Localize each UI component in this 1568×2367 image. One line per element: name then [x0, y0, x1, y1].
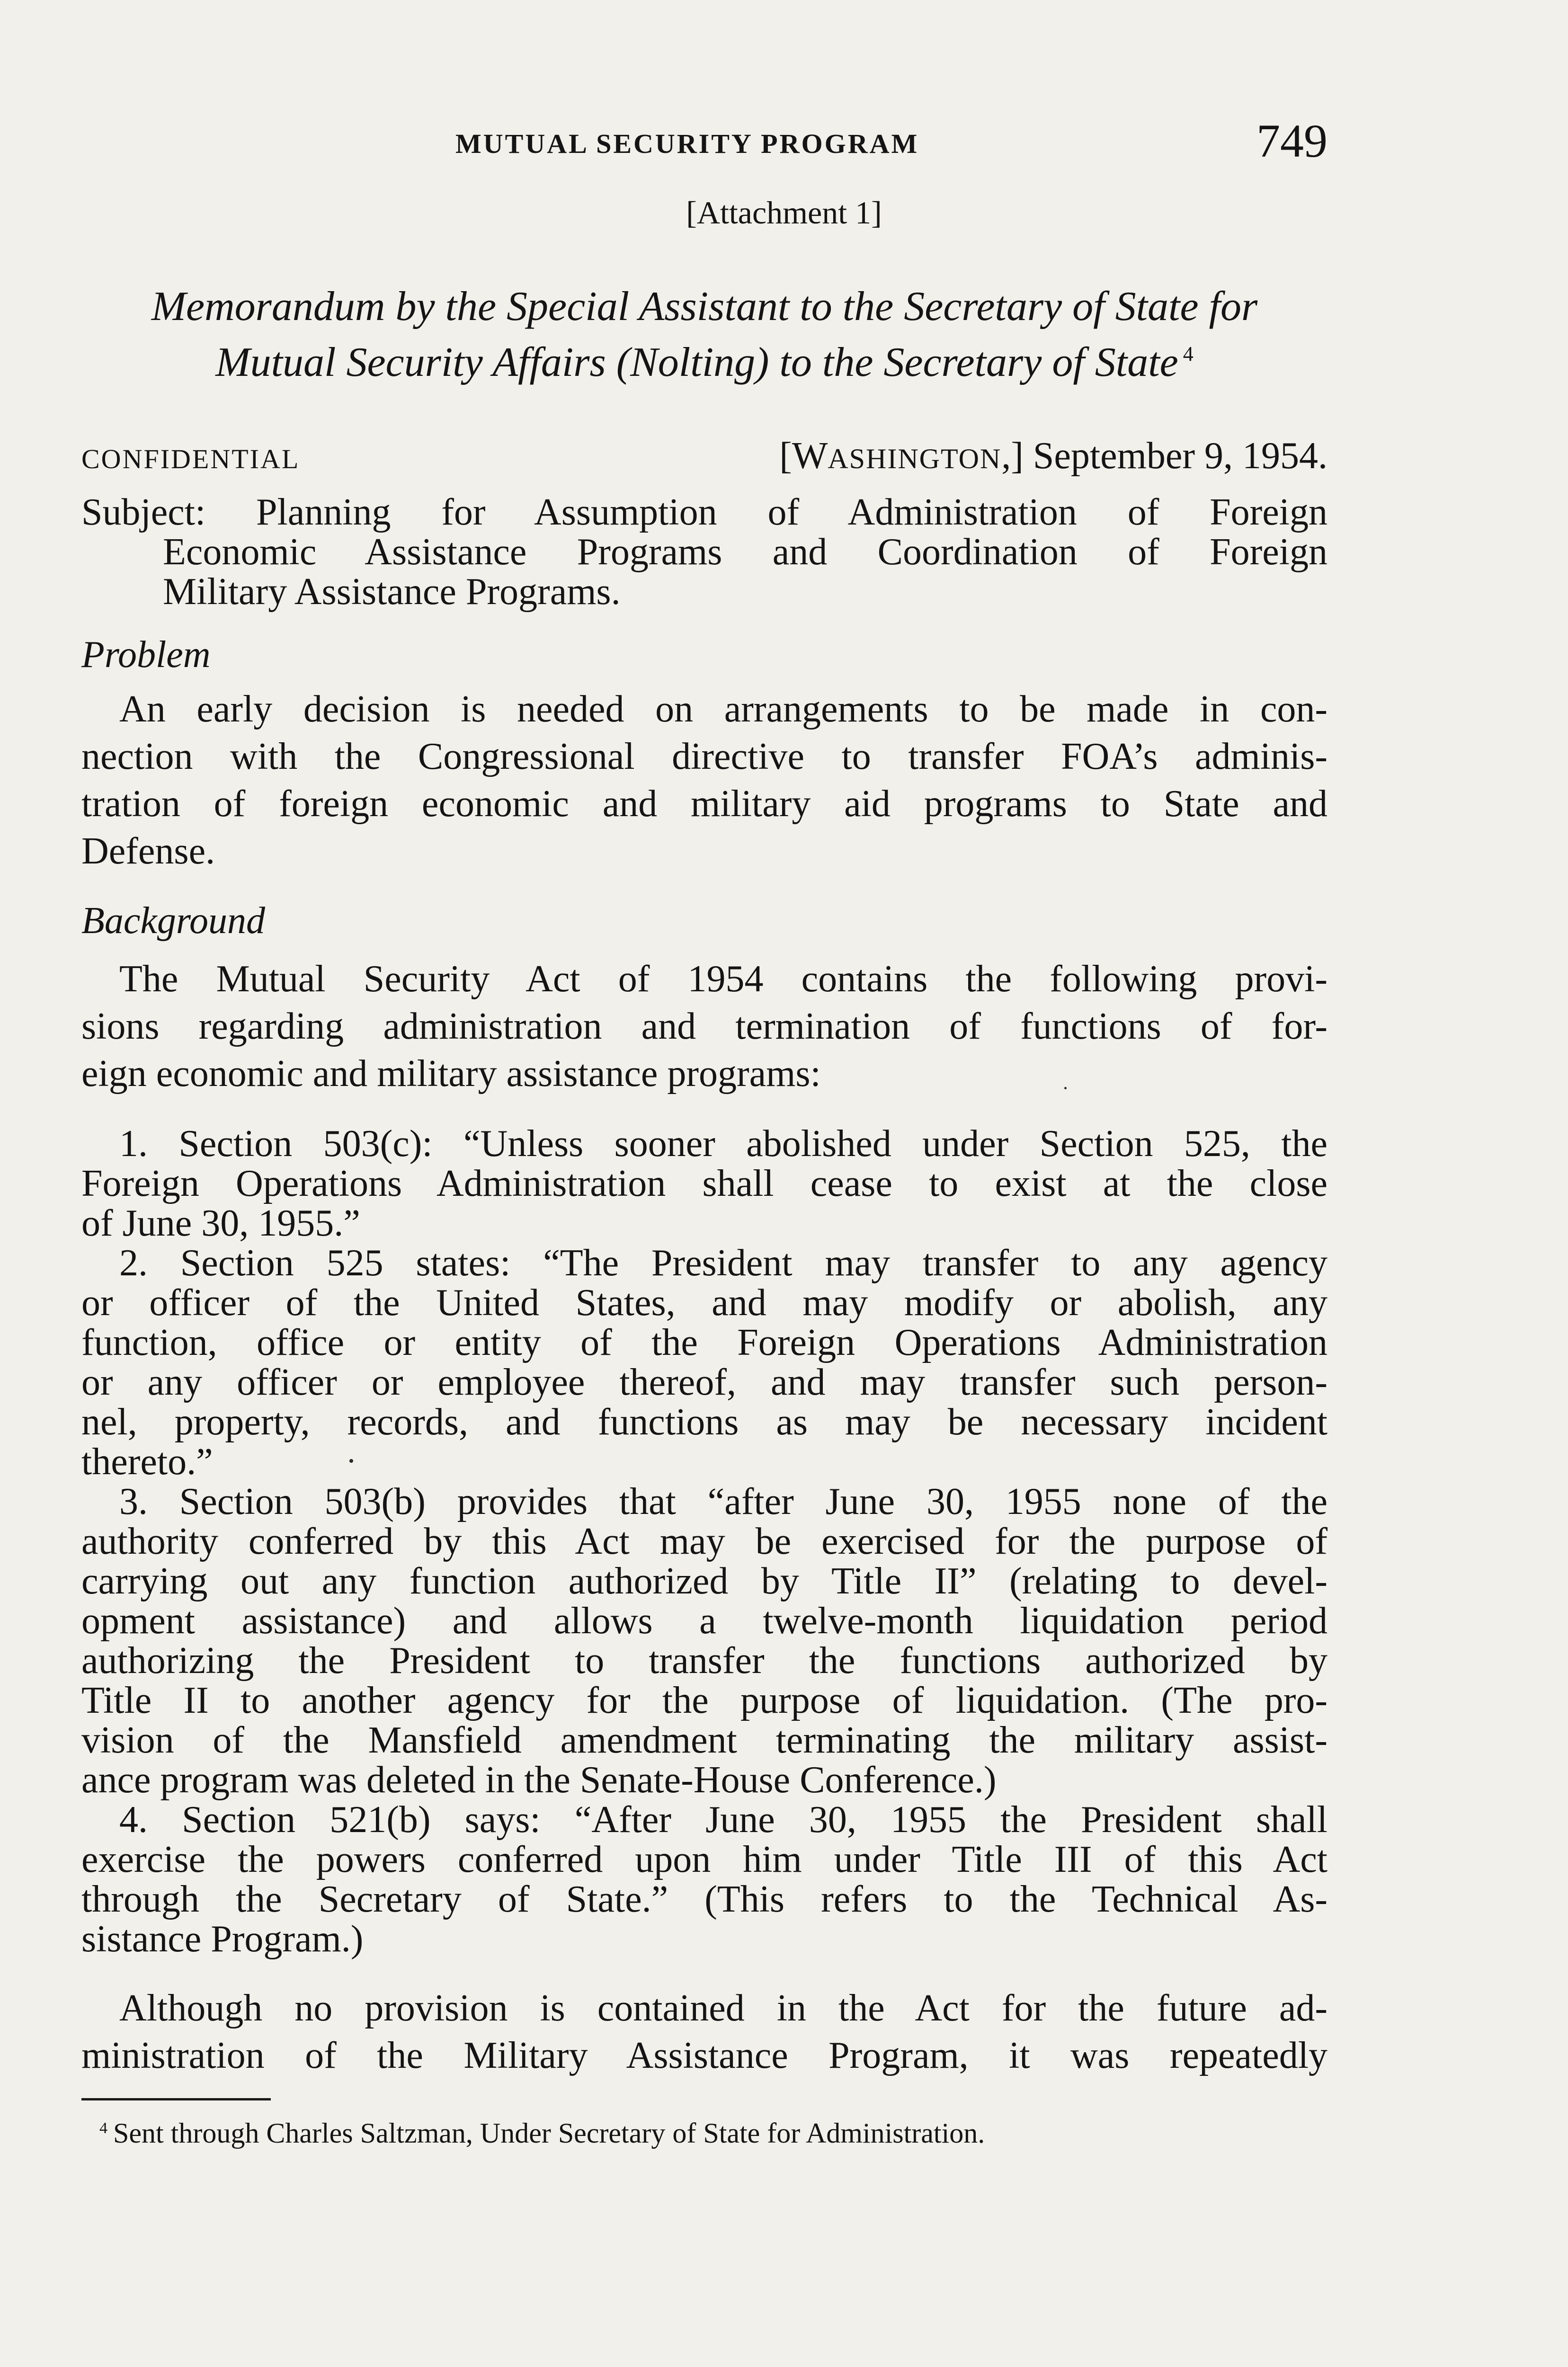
text-line: nection with the Congressional directive to transfer FOA’s adminis- — [81, 736, 1327, 777]
text-line: authority conferred by this Act may be exercised for the purpose of — [81, 1521, 1327, 1562]
place-open: [ — [779, 435, 792, 477]
text-line: carrying out any function authorized by Title II” (relating to devel- — [81, 1560, 1327, 1602]
closing-paragraph — [81, 1984, 1327, 2079]
text-line: ministration of the Military Assistance Program, it was repeatedly — [81, 2035, 1327, 2076]
subject-line-3: Military Assistance Programs. — [163, 571, 621, 613]
text-line: vision of the Mansfield amendment terminating the military assist- — [81, 1719, 1327, 1761]
text-line: tration of foreign economic and military aid programs to State and — [81, 783, 1327, 825]
memo-title-line-2 — [81, 330, 1327, 386]
text-line: eign economic and military assistance programs: — [81, 1053, 821, 1095]
ink-speck — [1064, 1087, 1067, 1089]
list-item — [81, 1243, 1327, 1482]
list-item — [81, 1124, 1327, 1243]
subject-block — [81, 492, 1327, 612]
text-line: 4. Section 521(b) says: “After June 30, 1955 the President shall — [119, 1799, 1327, 1841]
list-item — [81, 1800, 1327, 1959]
text-line: 1. Section 503(c): “Unless sooner abolished under Section 525, the — [119, 1123, 1327, 1165]
text-line: exercise the powers conferred upon him under Title III of this Act — [81, 1839, 1327, 1880]
text-line: The Mutual Security Act of 1954 contains the following provi- — [119, 958, 1327, 1000]
text-line: function, office or entity of the Foreign Operations Administration — [81, 1322, 1327, 1363]
text-line: An early decision is needed on arrangements to be made in con- — [119, 688, 1327, 730]
text-line: Defense. — [81, 830, 215, 872]
text-line: Title II to another agency for the purpose of liquidation. (The pro- — [81, 1680, 1327, 1721]
text-line: or any officer or employee thereof, and may transfer such person- — [81, 1361, 1327, 1403]
place-and-date — [779, 435, 1327, 478]
footnote-marker: 4 — [99, 2119, 107, 2137]
list-item — [81, 1482, 1327, 1800]
text-line: Although no provision is contained in the Act for the future ad- — [119, 1987, 1327, 2029]
memo-date: September 9, 1954. — [1033, 435, 1327, 477]
text-line: sions regarding administration and termination of functions of for- — [81, 1006, 1327, 1047]
text-line: Foreign Operations Administration shall cease to exist at the close — [81, 1163, 1327, 1204]
page-number: 749 — [1256, 115, 1327, 167]
footnote — [99, 2117, 985, 2150]
footnote-divider — [81, 2098, 271, 2100]
text-line: 2. Section 525 states: “The President may transfer to any agency — [119, 1242, 1327, 1284]
footnote-reference: 4 — [1183, 342, 1194, 365]
dateline — [81, 435, 1327, 477]
footnote-text: Sent through Charles Saltzman, Under Secretary of State for Administration. — [113, 2118, 985, 2149]
text-line: through the Secretary of State.” (This refers to the Technical As- — [81, 1878, 1327, 1920]
place-initial: W — [792, 435, 828, 477]
text-line: thereto.” — [81, 1441, 213, 1483]
ink-speck — [349, 1459, 353, 1463]
text-line: nel, property, records, and functions as may be necessary incident — [81, 1401, 1327, 1443]
memo-title-line-2-text: Mutual Security Affairs (Nolting) to the Secretary of State — [215, 339, 1178, 385]
text-line: of June 30, 1955.” — [81, 1202, 360, 1244]
background-heading: Background — [81, 900, 266, 942]
problem-heading: Problem — [81, 634, 211, 676]
text-line: ance program was deleted in the Senate-House Conference.) — [81, 1759, 997, 1801]
attachment-label: [Attachment 1] — [686, 195, 882, 231]
provisions-list — [81, 1124, 1327, 1959]
background-intro-paragraph — [81, 955, 1327, 1097]
subject-line-1: Subject: Planning for Assumption of Administration of Foreign — [81, 491, 1327, 533]
memo-title — [81, 283, 1327, 386]
text-line: opment assistance) and allows a twelve-month liquidation period — [81, 1600, 1327, 1642]
running-title: MUTUAL SECURITY PROGRAM — [455, 128, 919, 159]
text-line: sistance Program.) — [81, 1918, 364, 1960]
subject-line-2: Economic Assistance Programs and Coordination of Foreign — [163, 531, 1327, 573]
place-rest: ASHINGTON — [828, 443, 1002, 474]
text-line: 3. Section 503(b) provides that “after June 30, 1955 none of the — [119, 1481, 1327, 1522]
text-line: or officer of the United States, and may modify or abolish, any — [81, 1282, 1327, 1324]
place-close: ,] — [1001, 435, 1024, 477]
memo-title-line-1: Memorandum by the Special Assistant to the Secretary of State for — [151, 284, 1258, 329]
classification-label: CONFIDENTIAL — [81, 444, 300, 474]
problem-paragraph — [81, 685, 1327, 875]
running-head — [81, 114, 1327, 170]
text-line: authorizing the President to transfer the functions authorized by — [81, 1640, 1327, 1682]
